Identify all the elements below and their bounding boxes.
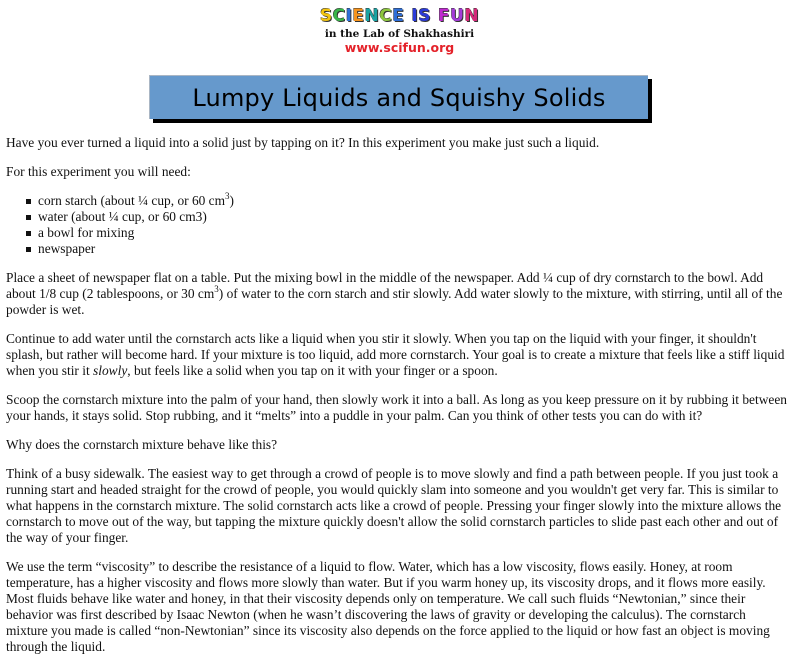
list-item: corn starch (about ¼ cup, or 60 $cm^3$) bbox=[38, 193, 788, 209]
article-content bbox=[6, 135, 788, 668]
logo-letter: N bbox=[364, 6, 380, 26]
logo-letter: I bbox=[345, 6, 353, 26]
list-item: water (about ¼ cup, or 60 cm3) bbox=[38, 209, 788, 225]
square-bullet-icon bbox=[26, 231, 31, 236]
logo-letter: U bbox=[450, 6, 465, 26]
logo-letter: S bbox=[319, 6, 333, 26]
square-bullet-icon bbox=[26, 199, 31, 204]
square-bullet-icon bbox=[26, 247, 31, 252]
logo-subtitle: in the Lab of Shakhashiri bbox=[324, 28, 475, 40]
list-item: newspaper bbox=[38, 241, 788, 257]
step-3-paragraph: Scoop the cornstarch mixture into the palm of your hand, then slowly work it into a ball. As long as you keep pressure on it by rubbing it between your hands, it stays solid. Stop rubbing, and it “melts” into a puddle in your palm. Can you think of other tests you can do with it? bbox=[6, 392, 787, 423]
logo-letter: C bbox=[379, 6, 393, 26]
logo-letter: S bbox=[418, 6, 431, 26]
explanation-paragraph-1: Think of a busy sidewalk. The easiest way to get through a crowd of people is to move slowly and find a path between people. If you just took a running start and headed straight for the crowd of people, you would quickly slam into someone and you wouldn't get very far. This is similar to what happens in the cornstarch mixture. The solid cornstarch acts like a crowd of people. Pressing your finger slowly into the mixture allows the cornstarch to move out of the way, but tapping the mixture quickly doesn't allow the solid cornstarch particles to slide past each other and out of the way of your finger. bbox=[6, 466, 782, 545]
site-logo[interactable] bbox=[312, 6, 487, 62]
explanation-paragraph-2: We use the term “viscosity” to describe the resistance of a liquid to flow. Water, which has a low viscosity, flows easily. Honey, at room temperature, has a higher viscosity and flows more slowly than water. But if you warm honey up, its viscosity drops, and it flows more easily. Most fluids behave like water and honey, in that their viscosity depends only on temperature. We call such fluids “Newtonian,” since their behavior was first described by Isaac Newton (when he wasn’t discovering the laws of gravity or developing the calculus). The cornstarch mixture you made is called “non-Newtonian” since its viscosity also depends on the force applied to the liquid or how fast an object is moving through the liquid. bbox=[6, 559, 770, 654]
logo-url-link[interactable]: www.scifun.org bbox=[344, 40, 455, 55]
logo-letter: I bbox=[411, 6, 419, 26]
logo-letter: C bbox=[332, 6, 346, 26]
intro-paragraph: Have you ever turned a liquid into a solid just by tapping on it? In this experiment you make just such a liquid. bbox=[6, 135, 600, 150]
materials-heading: For this experiment you will need: bbox=[6, 164, 191, 179]
logo-letter: E bbox=[392, 6, 405, 26]
list-item: a bowl for mixing bbox=[38, 225, 788, 241]
logo-letter: E bbox=[352, 6, 365, 26]
logo-title bbox=[312, 6, 487, 28]
materials-list bbox=[6, 190, 788, 257]
question-paragraph: Why does the cornstarch mixture behave like this? bbox=[6, 437, 278, 452]
logo-letter: F bbox=[437, 6, 451, 26]
logo-letter: N bbox=[464, 6, 480, 26]
step-1-paragraph: Place a sheet of newspaper flat on a table. Put the mixing bowl in the middle of the newspaper. Add ¼ cup of dry cornstarch to the bowl. Add about 1/8 cup (2 tablespoons, or 30 $cm^3$) of water to the corn starch and stir slowly. Add water slowly to the mixture, with stirring, until all of the powder is wet. bbox=[6, 270, 783, 317]
step-2-paragraph: Continue to add water until the cornstarch acts like a liquid when you stir it slowly. When you tap on the liquid with your finger, it shouldn't splash, but rather will become hard. If your mixture is too liquid, add more cornstarch. Your goal is to create a mixture that feels like a stiff liquid when you stir it slowly, but feels like a solid when you tap on it with your finger or a spoon. bbox=[6, 331, 785, 378]
page-title: Lumpy Liquids and Squishy Solids bbox=[192, 83, 606, 112]
square-bullet-icon bbox=[26, 215, 31, 220]
page-title-banner bbox=[149, 75, 648, 119]
